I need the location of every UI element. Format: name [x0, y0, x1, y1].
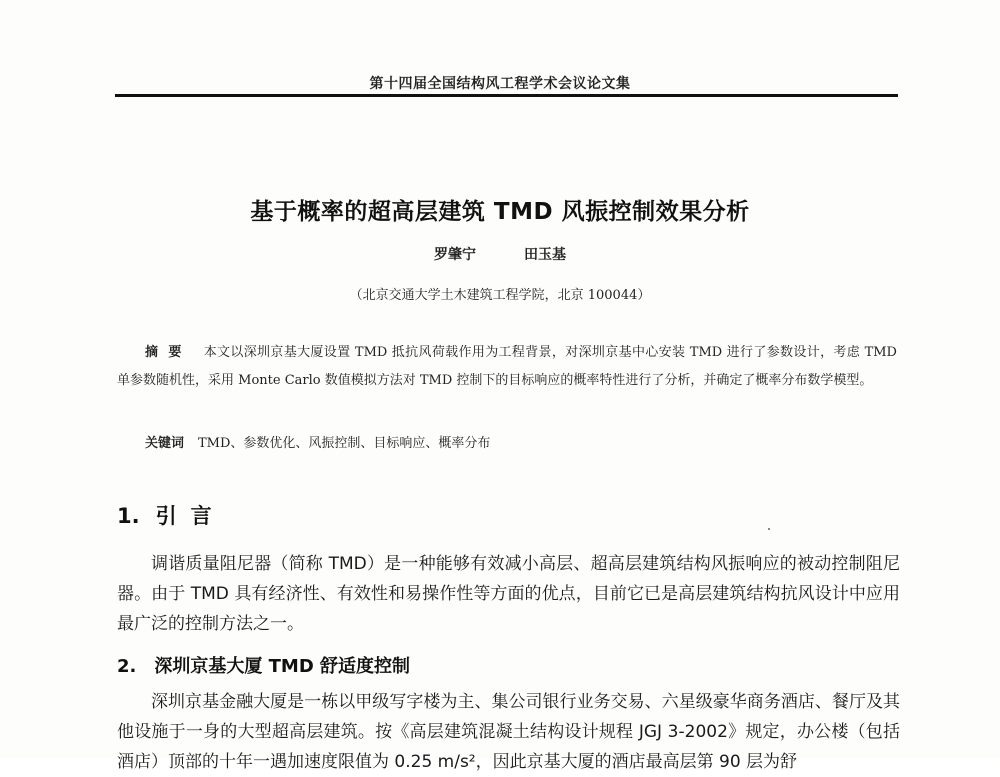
keywords: [145, 432, 490, 451]
paper-title: 基于概率的超高层建筑 TMD 风振控制效果分析: [250, 199, 750, 225]
running-header: 第十四届全国结构风工程学术会议论文集: [369, 76, 631, 92]
body-paragraph: 调谐质量阻尼器（简称 TMD）是一种能够有效减小高层、超高层建筑结构风振响应的被动控制阻尼器。由于 TMD 具有经济性、有效性和易操作性等方面的优点，目前它已是高层建筑结构抗风设计中应用最广泛的控制方法之一。: [117, 554, 900, 634]
section-title: 深圳京基大厦 TMD 舒适度控制: [154, 656, 411, 677]
section-title: 引言: [155, 504, 226, 528]
keywords-label: 关键词: [145, 436, 185, 451]
abstract: [117, 339, 897, 395]
keywords-text: TMD、参数优化、风振控制、目标响应、概率分布: [198, 436, 491, 451]
section-heading: [117, 500, 226, 530]
author-name: 田玉基: [524, 247, 566, 263]
section-number: 2.: [117, 656, 137, 677]
abstract-label: 摘要: [145, 345, 192, 360]
header-rule: [115, 94, 898, 97]
scan-speck: [768, 528, 770, 530]
body-paragraph: 深圳京基金融大厦是一栋以甲级写字楼为主、集公司银行业务交易、六星级豪华商务酒店、餐厅及其他设施于一身的大型超高层建筑。按《高层建筑混凝土结构设计规程 JGJ 3-2002》规定，办公楼（包括酒店）顶部的十年一遇加速度限值为 0.25 m/s²，因此京基大厦的酒店最高层第 90 层为舒: [117, 692, 900, 772]
author-name: 罗肇宁: [434, 247, 476, 263]
affiliation: （北京交通大学土木建筑工程学院，北京 100044）: [349, 288, 651, 303]
authors: [0, 244, 1000, 264]
section-number: 1.: [117, 504, 140, 528]
abstract-text: 本文以深圳京基大厦设置 TMD 抵抗风荷载作用为工程背景，对深圳京基中心安装 TMD 进行了参数设计，考虑 TMD 单参数随机性，采用 Monte Carlo 数值模拟方法对 TMD 控制下的目标响应的概率特性进行了分析，并确定了概率分布数学模型。: [117, 345, 897, 388]
section-heading: [117, 652, 410, 678]
